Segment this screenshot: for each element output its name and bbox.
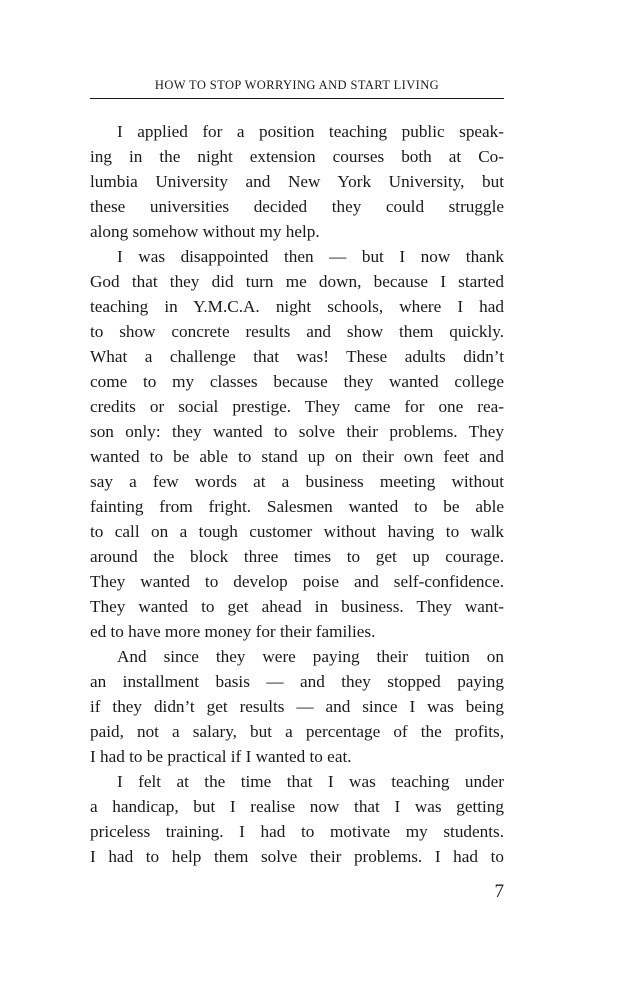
text-line: I applied for a position teaching public speak- <box>117 122 504 141</box>
text-line: come to my classes because they wanted college <box>90 372 504 391</box>
text-line: a handicap, but I realise now that I was getting <box>90 797 504 816</box>
text-line: priceless training. I had to motivate my students. <box>90 822 504 841</box>
text-line: ing in the night extension courses both at Co- <box>90 147 504 166</box>
text-line: these universities decided they could struggle <box>90 197 504 216</box>
text-line: They wanted to get ahead in business. They want- <box>90 597 504 616</box>
text-line: They wanted to develop poise and self-confidence. <box>90 572 504 591</box>
paragraph-4 <box>90 769 504 869</box>
text-line: an installment basis — and they stopped paying <box>90 672 504 691</box>
text-line: around the block three times to get up courage. <box>90 547 504 566</box>
text-line: along somehow without my help. <box>90 222 320 241</box>
text-line: I felt at the time that I was teaching under <box>117 772 504 791</box>
text-line: son only: they wanted to solve their problems. They <box>90 422 504 441</box>
text-line: to show concrete results and show them quickly. <box>90 322 504 341</box>
text-line: wanted to be able to stand up on their own feet and <box>90 447 504 466</box>
text-line: God that they did turn me down, because I started <box>90 272 504 291</box>
text-line: I was disappointed then — but I now thank <box>117 247 504 266</box>
text-line: lumbia University and New York University, but <box>90 172 504 191</box>
text-line: credits or social prestige. They came for one rea- <box>90 397 504 416</box>
text-line: ed to have more money for their families. <box>90 622 376 641</box>
text-line: paid, not a salary, but a percentage of the profits, <box>90 722 504 741</box>
text-line: say a few words at a business meeting without <box>90 472 504 491</box>
text-line: if they didn’t get results — and since I was being <box>90 697 504 716</box>
text-line: fainting from fright. Salesmen wanted to be able <box>90 497 504 516</box>
text-line: What a challenge that was! These adults didn’t <box>90 347 504 366</box>
text-line: to call on a tough customer without having to walk <box>90 522 504 541</box>
text-line: I had to help them solve their problems. I had to <box>90 847 504 866</box>
paragraph-2 <box>90 244 504 644</box>
paragraph-1 <box>90 119 504 244</box>
text-line: And since they were paying their tuition on <box>117 647 504 666</box>
paragraph-3 <box>90 644 504 769</box>
page-number: 7 <box>494 881 504 902</box>
text-line: teaching in Y.M.C.A. night schools, where I had <box>90 297 504 316</box>
body-text <box>90 119 504 869</box>
running-header: HOW TO STOP WORRYING AND START LIVING <box>154 78 440 92</box>
header-divider <box>90 98 504 99</box>
text-line: I had to be practical if I wanted to eat. <box>90 747 352 766</box>
